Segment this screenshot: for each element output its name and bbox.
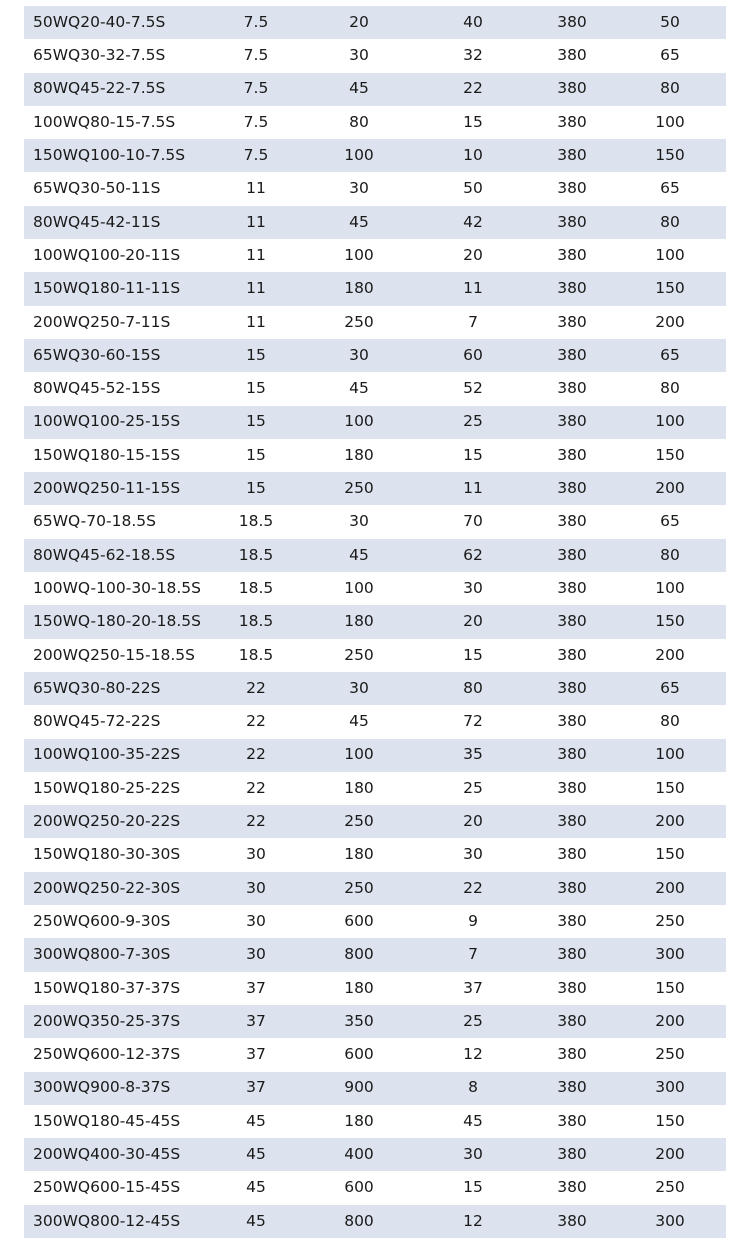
table-cell: 37 (463, 978, 483, 997)
table-cell: 250WQ600-15-45S (33, 1178, 181, 1197)
table-cell: 250 (344, 645, 374, 664)
table-cell: 25 (463, 778, 483, 797)
table-cell: 150WQ180-37-37S (33, 978, 181, 997)
table-cell: 20 (349, 12, 369, 31)
table-cell: 380 (557, 945, 587, 964)
table-cell: 37 (246, 1078, 266, 1097)
table-cell: 200WQ250-11-15S (33, 479, 181, 498)
table-cell: 380 (557, 445, 587, 464)
table-cell: 250 (344, 812, 374, 831)
table-row (24, 905, 726, 938)
table-cell: 22 (246, 745, 266, 764)
table-cell: 400 (344, 1144, 374, 1163)
table-cell: 380 (557, 578, 587, 597)
table-cell: 80 (660, 212, 680, 231)
table-cell: 45 (246, 1111, 266, 1130)
table-cell: 80WQ45-42-11S (33, 212, 161, 231)
table-cell: 100 (655, 112, 685, 131)
table-cell: 8 (468, 1078, 478, 1097)
table-cell: 380 (557, 1078, 587, 1097)
table-cell: 200 (655, 312, 685, 331)
table-cell: 80WQ45-62-18.5S (33, 545, 176, 564)
table-cell: 15 (463, 112, 483, 131)
table-cell: 380 (557, 345, 587, 364)
table-row (24, 1205, 726, 1238)
table-cell: 380 (557, 645, 587, 664)
table-cell: 150WQ100-10-7.5S (33, 146, 186, 165)
table-cell: 380 (557, 179, 587, 198)
table-cell: 150WQ180-45-45S (33, 1111, 181, 1130)
table-cell: 80WQ45-52-15S (33, 379, 161, 398)
table-row (24, 172, 726, 205)
table-cell: 800 (344, 945, 374, 964)
table-cell: 50 (660, 12, 680, 31)
table-cell: 45 (246, 1144, 266, 1163)
table-row (24, 1138, 726, 1171)
table-row (24, 639, 726, 672)
table-cell: 9 (468, 911, 478, 930)
table-cell: 380 (557, 1111, 587, 1130)
table-cell: 100WQ100-20-11S (33, 245, 181, 264)
table-cell: 11 (246, 279, 266, 298)
table-cell: 300 (655, 1078, 685, 1097)
table-cell: 380 (557, 512, 587, 531)
table-cell: 11 (246, 245, 266, 264)
table-cell: 180 (344, 778, 374, 797)
table-cell: 380 (557, 1144, 587, 1163)
table-cell: 32 (463, 46, 483, 65)
table-cell: 300WQ800-12-45S (33, 1211, 181, 1230)
table-row (24, 972, 726, 1005)
table-cell: 65 (660, 179, 680, 198)
table-row (24, 1171, 726, 1204)
table-row (24, 1105, 726, 1138)
table-cell: 150 (655, 146, 685, 165)
table-cell: 80WQ45-22-7.5S (33, 79, 166, 98)
table-cell: 380 (557, 46, 587, 65)
table-cell: 80 (660, 545, 680, 564)
table-cell: 150WQ180-25-22S (33, 778, 181, 797)
table-cell: 25 (463, 1011, 483, 1030)
table-cell: 80 (660, 712, 680, 731)
table-cell: 45 (349, 379, 369, 398)
table-row (24, 805, 726, 838)
table-row (24, 139, 726, 172)
table-cell: 100 (344, 578, 374, 597)
table-cell: 380 (557, 878, 587, 897)
table-cell: 11 (463, 479, 483, 498)
table-cell: 200 (655, 1011, 685, 1030)
table-cell: 180 (344, 279, 374, 298)
table-row (24, 339, 726, 372)
table-cell: 7.5 (243, 12, 269, 31)
table-cell: 11 (246, 179, 266, 198)
table-cell: 15 (463, 1178, 483, 1197)
table-cell: 180 (344, 612, 374, 631)
table-cell: 45 (246, 1178, 266, 1197)
table-cell: 7.5 (243, 112, 269, 131)
table-cell: 22 (463, 878, 483, 897)
table-cell: 65WQ30-50-11S (33, 179, 161, 198)
table-cell: 380 (557, 379, 587, 398)
table-cell: 350 (344, 1011, 374, 1030)
table-cell: 25 (463, 412, 483, 431)
table-cell: 30 (463, 845, 483, 864)
table-cell: 80 (660, 79, 680, 98)
table-cell: 30 (246, 845, 266, 864)
table-cell: 180 (344, 1111, 374, 1130)
table-cell: 30 (349, 512, 369, 531)
table-cell: 65WQ30-60-15S (33, 345, 161, 364)
table-row (24, 1038, 726, 1071)
table-row (24, 572, 726, 605)
table-row (24, 505, 726, 538)
table-cell: 380 (557, 412, 587, 431)
table-cell: 180 (344, 978, 374, 997)
table-row (24, 539, 726, 572)
table-cell: 380 (557, 212, 587, 231)
table-cell: 200 (655, 645, 685, 664)
table-cell: 65WQ-70-18.5S (33, 512, 156, 531)
table-cell: 22 (463, 79, 483, 98)
table-cell: 380 (557, 911, 587, 930)
table-cell: 250 (655, 911, 685, 930)
table-cell: 180 (344, 845, 374, 864)
table-cell: 380 (557, 1011, 587, 1030)
table-row (24, 472, 726, 505)
table-row (24, 239, 726, 272)
table-row (24, 739, 726, 772)
table-cell: 380 (557, 778, 587, 797)
table-cell: 200 (655, 479, 685, 498)
table-cell: 900 (344, 1078, 374, 1097)
table-cell: 380 (557, 79, 587, 98)
table-cell: 150 (655, 445, 685, 464)
table-cell: 150WQ180-11-11S (33, 279, 181, 298)
table-cell: 80WQ45-72-22S (33, 712, 161, 731)
table-cell: 40 (463, 12, 483, 31)
table-cell: 65 (660, 345, 680, 364)
table-cell: 7 (468, 312, 478, 331)
table-cell: 250WQ600-12-37S (33, 1045, 181, 1064)
table-cell: 380 (557, 978, 587, 997)
table-cell: 100WQ100-35-22S (33, 745, 181, 764)
table-row (24, 705, 726, 738)
table-cell: 65WQ30-32-7.5S (33, 46, 166, 65)
table-cell: 150 (655, 1111, 685, 1130)
table-cell: 7.5 (243, 146, 269, 165)
table-cell: 15 (246, 445, 266, 464)
table-cell: 12 (463, 1045, 483, 1064)
table-cell: 250 (655, 1178, 685, 1197)
table-row (24, 106, 726, 139)
table-row (24, 1072, 726, 1105)
table-cell: 11 (246, 212, 266, 231)
table-row (24, 406, 726, 439)
table-cell: 18.5 (238, 512, 274, 531)
table-cell: 250 (655, 1045, 685, 1064)
table-cell: 10 (463, 146, 483, 165)
table-cell: 600 (344, 1178, 374, 1197)
table-cell: 15 (246, 345, 266, 364)
table-cell: 60 (463, 345, 483, 364)
table-cell: 250 (344, 312, 374, 331)
table-row (24, 272, 726, 305)
table-cell: 20 (463, 612, 483, 631)
table-row (24, 938, 726, 971)
table-cell: 380 (557, 245, 587, 264)
table-cell: 380 (557, 12, 587, 31)
table-cell: 65 (660, 512, 680, 531)
table-cell: 150 (655, 612, 685, 631)
table-cell: 380 (557, 678, 587, 697)
table-row (24, 306, 726, 339)
table-cell: 30 (349, 345, 369, 364)
table-cell: 7.5 (243, 46, 269, 65)
table-cell: 100 (655, 245, 685, 264)
table-cell: 30 (463, 578, 483, 597)
table-cell: 380 (557, 545, 587, 564)
table-row (24, 838, 726, 871)
table-cell: 100 (344, 146, 374, 165)
table-cell: 20 (463, 812, 483, 831)
table-cell: 600 (344, 911, 374, 930)
table-cell: 80 (660, 379, 680, 398)
table-cell: 150 (655, 845, 685, 864)
table-cell: 380 (557, 845, 587, 864)
table-cell: 380 (557, 1045, 587, 1064)
table-cell: 7 (468, 945, 478, 964)
table-cell: 100WQ-100-30-18.5S (33, 578, 201, 597)
table-cell: 15 (246, 412, 266, 431)
table-cell: 200WQ250-15-18.5S (33, 645, 195, 664)
table-cell: 100 (655, 578, 685, 597)
table-cell: 45 (349, 712, 369, 731)
table-cell: 15 (463, 445, 483, 464)
table-row (24, 39, 726, 72)
table-cell: 800 (344, 1211, 374, 1230)
table-cell: 250WQ600-9-30S (33, 911, 171, 930)
table-cell: 250 (344, 479, 374, 498)
table-cell: 45 (349, 79, 369, 98)
table-cell: 37 (246, 1045, 266, 1064)
table-row (24, 73, 726, 106)
table-cell: 200WQ250-20-22S (33, 812, 181, 831)
table-cell: 80 (349, 112, 369, 131)
table-cell: 380 (557, 1178, 587, 1197)
table-cell: 22 (246, 712, 266, 731)
table-cell: 18.5 (238, 612, 274, 631)
table-cell: 100 (344, 245, 374, 264)
table-row (24, 772, 726, 805)
table-cell: 200 (655, 878, 685, 897)
table-cell: 100WQ80-15-7.5S (33, 112, 176, 131)
table-row (24, 372, 726, 405)
table-cell: 30 (463, 1144, 483, 1163)
table-cell: 380 (557, 312, 587, 331)
table-cell: 300WQ800-7-30S (33, 945, 171, 964)
table-cell: 380 (557, 812, 587, 831)
table-cell: 150 (655, 778, 685, 797)
table-cell: 100 (344, 412, 374, 431)
table-cell: 150 (655, 279, 685, 298)
table-cell: 45 (246, 1211, 266, 1230)
table-cell: 200WQ400-30-45S (33, 1144, 181, 1163)
table-cell: 300WQ900-8-37S (33, 1078, 171, 1097)
table-cell: 65 (660, 678, 680, 697)
table-cell: 30 (246, 911, 266, 930)
table-cell: 22 (246, 812, 266, 831)
table-cell: 11 (246, 312, 266, 331)
table-cell: 15 (246, 479, 266, 498)
table-cell: 150WQ180-30-30S (33, 845, 181, 864)
table-cell: 150 (655, 978, 685, 997)
table-cell: 45 (349, 545, 369, 564)
table-cell: 50 (463, 179, 483, 198)
table-cell: 600 (344, 1045, 374, 1064)
table-cell: 15 (246, 379, 266, 398)
table-cell: 30 (349, 678, 369, 697)
table-cell: 250 (344, 878, 374, 897)
table-cell: 380 (557, 612, 587, 631)
spec-table (24, 6, 726, 1238)
table-cell: 200WQ250-7-11S (33, 312, 171, 331)
table-cell: 42 (463, 212, 483, 231)
table-cell: 50WQ20-40-7.5S (33, 12, 166, 31)
table-cell: 22 (246, 678, 266, 697)
table-cell: 100 (344, 745, 374, 764)
table-cell: 62 (463, 545, 483, 564)
table-cell: 380 (557, 279, 587, 298)
table-cell: 200 (655, 812, 685, 831)
table-cell: 45 (349, 212, 369, 231)
table-cell: 20 (463, 245, 483, 264)
table-cell: 11 (463, 279, 483, 298)
table-cell: 300 (655, 1211, 685, 1230)
table-cell: 380 (557, 146, 587, 165)
table-row (24, 1005, 726, 1038)
table-cell: 15 (463, 645, 483, 664)
table-cell: 100 (655, 412, 685, 431)
table-cell: 70 (463, 512, 483, 531)
table-cell: 80 (463, 678, 483, 697)
table-cell: 65WQ30-80-22S (33, 678, 161, 697)
table-cell: 18.5 (238, 545, 274, 564)
table-row (24, 206, 726, 239)
table-cell: 100 (655, 745, 685, 764)
table-cell: 30 (349, 46, 369, 65)
table-cell: 200WQ250-22-30S (33, 878, 181, 897)
table-cell: 200WQ350-25-37S (33, 1011, 181, 1030)
table-cell: 380 (557, 745, 587, 764)
table-cell: 35 (463, 745, 483, 764)
table-row (24, 439, 726, 472)
table-cell: 52 (463, 379, 483, 398)
table-cell: 45 (463, 1111, 483, 1130)
table-cell: 200 (655, 1144, 685, 1163)
table-cell: 18.5 (238, 645, 274, 664)
table-row (24, 605, 726, 638)
table-cell: 72 (463, 712, 483, 731)
table-cell: 380 (557, 712, 587, 731)
table-cell: 380 (557, 112, 587, 131)
table-cell: 150WQ180-15-15S (33, 445, 181, 464)
table-cell: 380 (557, 1211, 587, 1230)
table-cell: 22 (246, 778, 266, 797)
table-cell: 7.5 (243, 79, 269, 98)
table-row (24, 6, 726, 39)
table-row (24, 872, 726, 905)
table-cell: 150WQ-180-20-18.5S (33, 612, 201, 631)
table-cell: 30 (349, 179, 369, 198)
table-cell: 300 (655, 945, 685, 964)
table-cell: 65 (660, 46, 680, 65)
table-cell: 37 (246, 1011, 266, 1030)
table-cell: 30 (246, 945, 266, 964)
table-cell: 30 (246, 878, 266, 897)
table-cell: 12 (463, 1211, 483, 1230)
table-cell: 18.5 (238, 578, 274, 597)
table-row (24, 672, 726, 705)
table-cell: 380 (557, 479, 587, 498)
table-cell: 180 (344, 445, 374, 464)
table-cell: 100WQ100-25-15S (33, 412, 181, 431)
table-cell: 37 (246, 978, 266, 997)
